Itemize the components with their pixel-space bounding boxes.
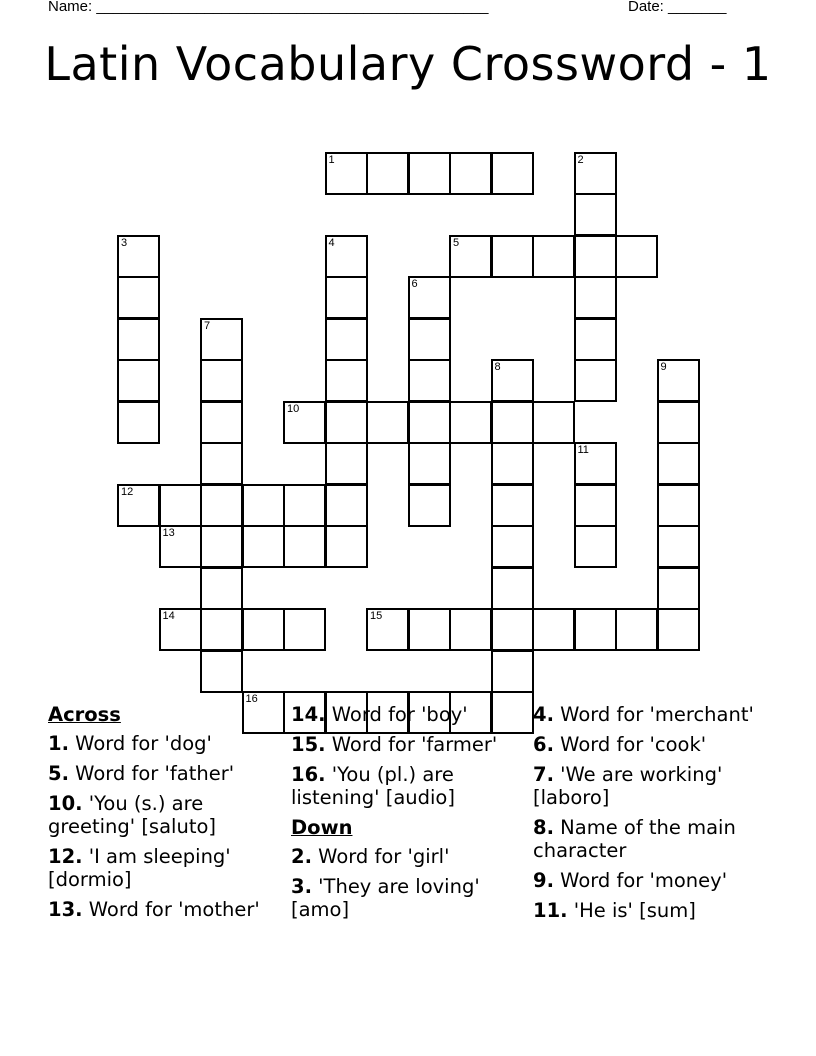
grid-cell[interactable] xyxy=(325,318,368,361)
grid-cell[interactable] xyxy=(366,401,409,444)
grid-cell[interactable] xyxy=(200,650,243,693)
grid-cell[interactable] xyxy=(325,442,368,485)
grid-cell[interactable] xyxy=(325,359,368,402)
cell-number: 1 xyxy=(328,153,335,166)
grid-cell[interactable] xyxy=(366,608,409,651)
grid-cell[interactable] xyxy=(283,401,326,444)
across-heading: Across xyxy=(48,703,121,726)
grid-cell[interactable] xyxy=(574,608,617,651)
page-title: Latin Vocabulary Crossword - 1 xyxy=(44,37,772,91)
clue-number: 9. xyxy=(533,869,554,892)
clue-number: 12. xyxy=(48,845,83,868)
clue-number: 7. xyxy=(533,763,554,786)
clue-number: 5. xyxy=(48,762,69,785)
grid-cell[interactable] xyxy=(532,608,575,651)
cell-number: 9 xyxy=(660,361,667,373)
grid-cell[interactable] xyxy=(574,193,617,236)
clues-column-3 xyxy=(533,703,773,929)
grid-cell[interactable] xyxy=(657,484,700,527)
grid-cell[interactable] xyxy=(200,525,243,568)
grid-cell[interactable] xyxy=(408,484,451,527)
grid-cell[interactable] xyxy=(449,401,492,444)
clue-text: Word for 'girl' xyxy=(311,845,450,868)
cell-number: 4 xyxy=(328,236,335,249)
clue-text: Word for 'mother' xyxy=(82,898,260,921)
clue-number: 6. xyxy=(533,733,554,756)
grid-cell[interactable] xyxy=(200,401,243,444)
grid-cell[interactable] xyxy=(657,567,700,610)
grid-cell[interactable] xyxy=(325,276,368,319)
grid-cell[interactable] xyxy=(117,401,160,444)
cell-number: 2 xyxy=(577,153,584,166)
grid-cell[interactable] xyxy=(283,484,326,527)
cell-number: 14 xyxy=(162,610,175,622)
clue-number: 15. xyxy=(291,733,326,756)
grid-cell[interactable] xyxy=(200,484,243,527)
clue-number: 1. xyxy=(48,732,69,755)
grid-cell[interactable] xyxy=(491,401,534,444)
down-heading: Down xyxy=(291,816,353,839)
grid-cell[interactable] xyxy=(325,235,368,278)
clue-text: Word for 'farmer' xyxy=(325,733,498,756)
clue-number: 16. xyxy=(291,763,326,786)
grid-cell[interactable] xyxy=(408,318,451,361)
clue-text: 'I am sleeping' [dormio] xyxy=(48,845,231,891)
clue-number: 2. xyxy=(291,845,312,868)
clue-text: 'We are working' [laboro] xyxy=(533,763,723,809)
grid-cell[interactable] xyxy=(408,276,451,319)
across-clue xyxy=(48,792,278,838)
cell-number: 6 xyxy=(411,278,418,290)
cell-number: 12 xyxy=(121,485,134,498)
grid-cell[interactable] xyxy=(117,318,160,361)
across-clue xyxy=(48,845,278,891)
grid-cell[interactable] xyxy=(159,525,202,568)
across-clue xyxy=(48,762,278,785)
grid-cell[interactable] xyxy=(159,608,202,651)
grid-cell[interactable] xyxy=(491,567,534,610)
clue-text: Word for 'dog' xyxy=(68,732,212,755)
grid-cell[interactable] xyxy=(408,608,451,651)
grid-cell[interactable] xyxy=(491,484,534,527)
grid-cell[interactable] xyxy=(532,235,575,278)
grid-cell[interactable] xyxy=(657,525,700,568)
grid-cell[interactable] xyxy=(574,235,617,278)
down-clue xyxy=(291,875,521,921)
clue-text: Word for 'boy' xyxy=(325,703,468,726)
clue-text: Word for 'money' xyxy=(553,869,728,892)
cell-number: 5 xyxy=(453,236,460,249)
cell-number: 3 xyxy=(121,236,128,249)
across-clue xyxy=(291,733,521,756)
grid-cell[interactable] xyxy=(200,608,243,651)
date-field[interactable]: Date: _______ xyxy=(628,0,727,15)
grid-cell[interactable] xyxy=(574,318,617,361)
grid-cell[interactable] xyxy=(242,525,285,568)
grid-cell[interactable] xyxy=(283,608,326,651)
clue-number: 4. xyxy=(533,703,554,726)
cell-number: 8 xyxy=(494,361,501,373)
grid-cell[interactable] xyxy=(574,152,617,195)
grid-cell[interactable] xyxy=(242,608,285,651)
grid-cell[interactable] xyxy=(325,401,368,444)
across-clue xyxy=(291,763,521,809)
grid-cell[interactable] xyxy=(491,359,534,402)
grid-cell[interactable] xyxy=(491,608,534,651)
grid-cell[interactable] xyxy=(325,525,368,568)
grid-cell[interactable] xyxy=(657,401,700,444)
grid-cell[interactable] xyxy=(574,442,617,485)
grid-cell[interactable] xyxy=(574,276,617,319)
cell-number: 10 xyxy=(287,402,300,415)
grid-cell[interactable] xyxy=(408,442,451,485)
grid-cell[interactable] xyxy=(449,152,492,195)
clue-text: Word for 'cook' xyxy=(553,733,707,756)
grid-cell[interactable] xyxy=(242,484,285,527)
clue-number: 14. xyxy=(291,703,326,726)
grid-cell[interactable] xyxy=(366,152,409,195)
grid-cell[interactable] xyxy=(200,359,243,402)
cell-number: 11 xyxy=(577,444,589,456)
clue-text: 'You (pl.) are listening' [audio] xyxy=(291,763,455,809)
clues-column-2 xyxy=(291,703,521,928)
grid-cell[interactable] xyxy=(200,567,243,610)
clues-column-1 xyxy=(48,703,278,928)
clue-text: 'You (s.) are greeting' [saluto] xyxy=(48,792,216,838)
grid-cell[interactable] xyxy=(117,359,160,402)
cell-number: 13 xyxy=(162,527,175,539)
down-clue xyxy=(533,733,773,756)
grid-cell[interactable] xyxy=(449,235,492,278)
grid-cell[interactable] xyxy=(657,608,700,651)
across-clue xyxy=(48,732,278,755)
name-field[interactable]: Name: _______________________________________________ xyxy=(48,0,489,15)
clue-text: 'He is' [sum] xyxy=(567,899,696,922)
grid-cell[interactable] xyxy=(615,235,658,278)
clue-number: 3. xyxy=(291,875,312,898)
grid-cell[interactable] xyxy=(615,608,658,651)
grid-cell[interactable] xyxy=(283,525,326,568)
cell-number: 15 xyxy=(370,610,383,622)
grid-cell[interactable] xyxy=(657,359,700,402)
grid-cell[interactable] xyxy=(449,608,492,651)
grid-cell[interactable] xyxy=(117,276,160,319)
clue-number: 8. xyxy=(533,816,554,839)
across-clue xyxy=(48,898,278,921)
down-clue xyxy=(533,763,773,809)
grid-cell[interactable] xyxy=(574,359,617,402)
grid-cell[interactable] xyxy=(574,484,617,527)
down-clue xyxy=(533,869,773,892)
grid-cell[interactable] xyxy=(574,525,617,568)
across-clue xyxy=(291,703,521,726)
grid-cell[interactable] xyxy=(200,318,243,361)
grid-cell[interactable] xyxy=(408,359,451,402)
grid-cell[interactable] xyxy=(491,235,534,278)
grid-cell[interactable] xyxy=(532,401,575,444)
grid-cell[interactable] xyxy=(657,442,700,485)
grid-cell[interactable] xyxy=(491,525,534,568)
grid-cell[interactable] xyxy=(325,152,368,195)
clue-text: Word for 'merchant' xyxy=(553,703,754,726)
grid-cell[interactable] xyxy=(408,152,451,195)
cell-number: 7 xyxy=(204,319,211,332)
grid-cell[interactable] xyxy=(491,442,534,485)
grid-cell[interactable] xyxy=(491,152,534,195)
clue-number: 10. xyxy=(48,792,83,815)
grid-cell[interactable] xyxy=(117,484,160,527)
clue-number: 11. xyxy=(533,899,568,922)
cell-number: 16 xyxy=(245,693,258,705)
grid-cell[interactable] xyxy=(200,442,243,485)
grid-cell[interactable] xyxy=(159,484,202,527)
down-clue xyxy=(533,899,773,922)
grid-cell[interactable] xyxy=(325,484,368,527)
down-clue xyxy=(533,816,773,862)
grid-cell[interactable] xyxy=(408,401,451,444)
clue-number: 13. xyxy=(48,898,83,921)
clue-text: Name of the main character xyxy=(533,816,736,862)
down-clue xyxy=(291,845,521,868)
grid-cell[interactable] xyxy=(117,235,160,278)
clue-text: Word for 'father' xyxy=(68,762,235,785)
clue-text: 'They are loving' [amo] xyxy=(291,875,480,921)
down-clue xyxy=(533,703,773,726)
grid-cell[interactable] xyxy=(491,650,534,693)
